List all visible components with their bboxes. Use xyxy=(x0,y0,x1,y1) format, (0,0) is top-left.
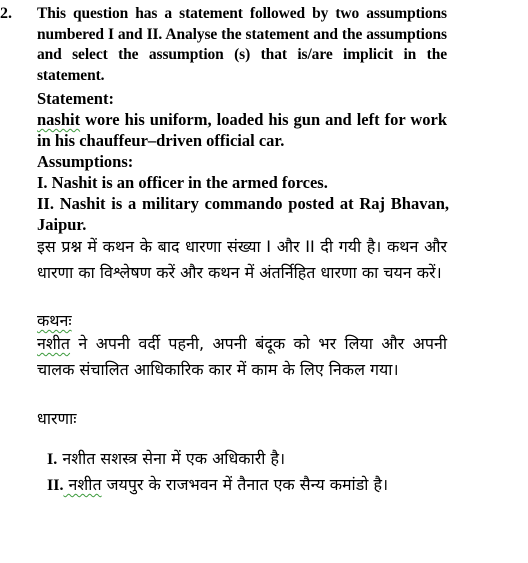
statement-heading-english: Statement: xyxy=(37,89,114,108)
assumption-1-english: I. Nashit is an officer in the armed forces. xyxy=(37,173,328,192)
assumption-2-hindi xyxy=(47,472,452,499)
statement-heading-hindi-text: कथनः xyxy=(37,311,72,330)
question-intro-hindi: इस प्रश्न में कथन के बाद धारणा संख्या I और II दी गयी है। कथन और धारणा का विश्लेषण करें और कथन में अंतर्निहित धारणा का चयन करें। xyxy=(37,237,447,282)
assumption-2-hindi-name: नशीत xyxy=(63,475,102,494)
assumptions-heading-english: Assumptions: xyxy=(37,152,134,171)
assumption-2-hindi-text: जयपुर के राजभवन में तैनात एक सैन्य कमांडो है। xyxy=(101,475,389,494)
assumption-1-hindi xyxy=(47,446,452,473)
assumptions-heading-hindi: धारणाः xyxy=(37,409,77,428)
question-intro-english: This question has a statement followed by two assumptions numbered I and II. Analyse the statement and the assumptions and select the assumption (s) that is/are implicit in the statement. xyxy=(37,5,447,84)
statement-text-english xyxy=(37,109,447,151)
statement-rest-hindi: ने अपनी वर्दी पहनी, अपनी बंदूक को भर लिया और अपनी चालक संचालित आधिकारिक कार में काम के लिए निकल गया। xyxy=(37,334,447,379)
assumption-2-english: II. Nashit is a military commando posted at Raj Bhavan, Jaipur. xyxy=(37,194,449,234)
statement-heading-hindi xyxy=(37,309,447,333)
assumption-2-numeral: II. xyxy=(47,477,64,494)
statement-text-hindi xyxy=(37,331,447,383)
statement-name-hindi: नशीत xyxy=(37,334,71,353)
statement-rest-english: wore his uniform, loaded his gun and left for work in his chauffeur–driven official car. xyxy=(37,110,447,150)
assumption-1-hindi-text: नशीत सशस्त्र सेना में एक अधिकारी है। xyxy=(57,449,286,468)
question-number: 2. xyxy=(0,5,12,22)
statement-name-english: nashit xyxy=(37,110,81,129)
assumption-1-numeral: I. xyxy=(47,451,58,468)
